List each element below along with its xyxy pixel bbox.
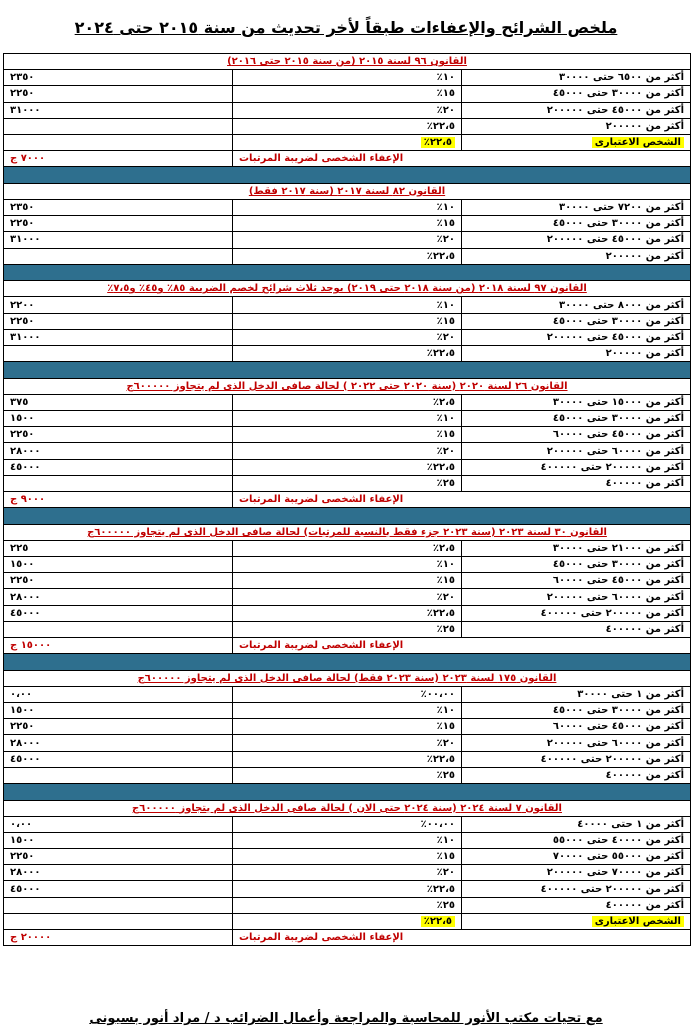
bracket-row bbox=[4, 297, 691, 313]
bracket-range: أكثر من ٤٥٠٠٠ حتى ٢٠٠٠٠٠ bbox=[462, 232, 691, 248]
bracket-rate: ٢،٥٪ bbox=[233, 394, 462, 410]
bracket-rate: ٢٢،٥٪ bbox=[233, 751, 462, 767]
legal-person-empty bbox=[4, 913, 233, 929]
bracket-tax: ٠،٠٠ bbox=[4, 816, 233, 832]
bracket-rate: ٢٢،٥٪ bbox=[233, 346, 462, 362]
bracket-rate: ١٥٪ bbox=[233, 719, 462, 735]
bracket-range: أكثر من ٤٥٠٠٠ حتى ٦٠٠٠٠ bbox=[462, 719, 691, 735]
legal-person-row bbox=[4, 913, 691, 929]
bracket-rate: ٢٥٪ bbox=[233, 897, 462, 913]
bracket-range: أكثر من ٦٠٠٠٠ حتى ٢٠٠٠٠٠ bbox=[462, 443, 691, 459]
bracket-rate: ٢٢،٥٪ bbox=[233, 459, 462, 475]
personal-exemption-row bbox=[4, 151, 691, 167]
legal-person-rate bbox=[233, 134, 462, 150]
bracket-rate: ١٥٪ bbox=[233, 86, 462, 102]
section-header-row bbox=[4, 670, 691, 686]
bracket-row bbox=[4, 475, 691, 491]
bracket-tax: ٢٣٥٠ bbox=[4, 200, 233, 216]
bracket-range: أكثر من ٣٠٠٠٠ حتى ٤٥٠٠٠ bbox=[462, 411, 691, 427]
bracket-row bbox=[4, 816, 691, 832]
bracket-rate: ١٥٪ bbox=[233, 427, 462, 443]
bracket-row bbox=[4, 897, 691, 913]
legal-person-label-text: الشخص الاعتبارى bbox=[592, 916, 684, 927]
section-separator bbox=[4, 654, 691, 671]
bracket-tax: ٣١٠٠٠ bbox=[4, 102, 233, 118]
legal-person-empty bbox=[4, 134, 233, 150]
bracket-rate: ٢٠٪ bbox=[233, 735, 462, 751]
bracket-row bbox=[4, 70, 691, 86]
personal-exemption-value: ٢٠٠٠٠ ج bbox=[4, 930, 233, 946]
tax-brackets-table bbox=[3, 53, 691, 946]
bracket-tax: ٢٢٥٠ bbox=[4, 849, 233, 865]
bracket-rate: ٠٠،٠٠٪ bbox=[233, 686, 462, 702]
bracket-row bbox=[4, 621, 691, 637]
bracket-rate: ١٠٪ bbox=[233, 297, 462, 313]
bracket-row bbox=[4, 540, 691, 556]
bracket-range: أكثر من ٧٢٠٠ حتى ٣٠٠٠٠ bbox=[462, 200, 691, 216]
bracket-tax: ٣١٠٠٠ bbox=[4, 232, 233, 248]
bracket-row bbox=[4, 589, 691, 605]
bracket-tax: ٢٨٠٠٠ bbox=[4, 443, 233, 459]
personal-exemption-label: الإعفاء الشخصى لضريبة المرتبات bbox=[233, 930, 691, 946]
section-header-row bbox=[4, 281, 691, 297]
bracket-row bbox=[4, 200, 691, 216]
bracket-range: أكثر من ١ حتى ٣٠٠٠٠ bbox=[462, 686, 691, 702]
bracket-range: أكثر من ٢٠٠٠٠٠ bbox=[462, 118, 691, 134]
bracket-rate: ١٥٪ bbox=[233, 849, 462, 865]
separator-bar bbox=[4, 784, 691, 801]
bracket-tax: ٤٥٠٠٠ bbox=[4, 605, 233, 621]
personal-exemption-row bbox=[4, 492, 691, 508]
bracket-tax: ٤٥٠٠٠ bbox=[4, 459, 233, 475]
bracket-tax bbox=[4, 475, 233, 491]
bracket-tax: ١٥٠٠ bbox=[4, 411, 233, 427]
bracket-row bbox=[4, 703, 691, 719]
bracket-rate: ٢٠٪ bbox=[233, 102, 462, 118]
bracket-rate: ١٠٪ bbox=[233, 832, 462, 848]
bracket-range: أكثر من ٢٠٠٠٠٠ bbox=[462, 346, 691, 362]
bracket-row bbox=[4, 719, 691, 735]
bracket-rate: ٠٠،٠٠٪ bbox=[233, 816, 462, 832]
bracket-range: أكثر من ١ حتى ٤٠٠٠٠ bbox=[462, 816, 691, 832]
bracket-row bbox=[4, 118, 691, 134]
personal-exemption-row bbox=[4, 930, 691, 946]
bracket-row bbox=[4, 411, 691, 427]
bracket-tax: ٢٨٠٠٠ bbox=[4, 865, 233, 881]
bracket-range: أكثر من ٢٠٠٠٠٠ حتى ٤٠٠٠٠٠ bbox=[462, 459, 691, 475]
bracket-row bbox=[4, 735, 691, 751]
bracket-row bbox=[4, 767, 691, 783]
bracket-tax bbox=[4, 118, 233, 134]
bracket-tax bbox=[4, 897, 233, 913]
bracket-tax: ١٥٠٠ bbox=[4, 703, 233, 719]
bracket-rate: ٢،٥٪ bbox=[233, 540, 462, 556]
personal-exemption-label: الإعفاء الشخصى لضريبة المرتبات bbox=[233, 638, 691, 654]
separator-bar bbox=[4, 654, 691, 671]
bracket-row bbox=[4, 605, 691, 621]
legal-person-rate-text: ٢٢،٥٪ bbox=[421, 916, 455, 927]
section-header: القانون ٨٢ لسنة ٢٠١٧ (سنة ٢٠١٧ فقط) bbox=[4, 183, 691, 199]
bracket-tax: ٤٥٠٠٠ bbox=[4, 881, 233, 897]
bracket-rate: ٢٠٪ bbox=[233, 443, 462, 459]
bracket-range: أكثر من ٢١٠٠٠ حتى ٣٠٠٠٠ bbox=[462, 540, 691, 556]
bracket-tax bbox=[4, 248, 233, 264]
bracket-rate: ٢٥٪ bbox=[233, 475, 462, 491]
personal-exemption-value: ٧٠٠٠ ج bbox=[4, 151, 233, 167]
bracket-row bbox=[4, 394, 691, 410]
bracket-rate: ٢٢،٥٪ bbox=[233, 605, 462, 621]
legal-person-label bbox=[462, 134, 691, 150]
bracket-tax bbox=[4, 346, 233, 362]
section-header: القانون ٩٦ لسنة ٢٠١٥ (من سنة ٢٠١٥ حتى ٢٠١٦) bbox=[4, 54, 691, 70]
personal-exemption-label: الإعفاء الشخصى لضريبة المرتبات bbox=[233, 492, 691, 508]
bracket-tax: ٠،٠٠ bbox=[4, 686, 233, 702]
bracket-range: أكثر من ٦٥٠٠ حتى ٣٠٠٠٠ bbox=[462, 70, 691, 86]
separator-bar bbox=[4, 167, 691, 184]
bracket-row bbox=[4, 346, 691, 362]
section-header-row bbox=[4, 524, 691, 540]
bracket-rate: ١٥٪ bbox=[233, 573, 462, 589]
legal-person-label bbox=[462, 913, 691, 929]
section-header: القانون ١٧٥ لسنة ٢٠٢٣ (سنة ٢٠٢٣ فقط) لحالة صافى الدخل الذى لم يتجاوز ٦٠٠٠٠٠ج bbox=[4, 670, 691, 686]
bracket-row bbox=[4, 329, 691, 345]
bracket-tax: ٣١٠٠٠ bbox=[4, 329, 233, 345]
bracket-tax: ٤٥٠٠٠ bbox=[4, 751, 233, 767]
bracket-tax: ٢٢٥٠ bbox=[4, 573, 233, 589]
personal-exemption-row bbox=[4, 638, 691, 654]
bracket-tax: ٣٧٥ bbox=[4, 394, 233, 410]
bracket-range: أكثر من ٨٠٠٠ حتى ٣٠٠٠٠ bbox=[462, 297, 691, 313]
bracket-range: أكثر من ١٥٠٠٠ حتى ٣٠٠٠٠ bbox=[462, 394, 691, 410]
bracket-rate: ١٠٪ bbox=[233, 557, 462, 573]
bracket-range: أكثر من ٦٠٠٠٠ حتى ٢٠٠٠٠٠ bbox=[462, 735, 691, 751]
bracket-tax: ٢٢٥٠ bbox=[4, 313, 233, 329]
bracket-rate: ٢٠٪ bbox=[233, 865, 462, 881]
bracket-row bbox=[4, 313, 691, 329]
bracket-row bbox=[4, 86, 691, 102]
section-header: القانون ٣٠ لسنة ٢٠٢٣ (سنة ٢٠٢٣ جزء فقط بالنسبة للمرتبات) لحالة صافى الدخل الذى لم يتجاوز ٦٠٠٠٠٠ج bbox=[4, 524, 691, 540]
bracket-rate: ٢٢،٥٪ bbox=[233, 881, 462, 897]
legal-person-row bbox=[4, 134, 691, 150]
bracket-tax: ٢٨٠٠٠ bbox=[4, 589, 233, 605]
tax-brackets-table-wrapper bbox=[3, 53, 691, 946]
bracket-row bbox=[4, 216, 691, 232]
bracket-range: أكثر من ٢٠٠٠٠٠ bbox=[462, 248, 691, 264]
bracket-tax bbox=[4, 767, 233, 783]
bracket-row bbox=[4, 573, 691, 589]
bracket-tax: ٢٨٠٠٠ bbox=[4, 735, 233, 751]
bracket-range: أكثر من ٤٠٠٠٠٠ bbox=[462, 767, 691, 783]
bracket-row bbox=[4, 232, 691, 248]
bracket-range: أكثر من ٢٠٠٠٠٠ حتى ٤٠٠٠٠٠ bbox=[462, 751, 691, 767]
bracket-range: أكثر من ٣٠٠٠٠ حتى ٤٥٠٠٠ bbox=[462, 216, 691, 232]
legal-person-rate-text: ٢٢،٥٪ bbox=[421, 137, 455, 148]
bracket-tax: ٢٢٥٠ bbox=[4, 719, 233, 735]
bracket-range: أكثر من ٧٠٠٠٠ حتى ٢٠٠٠٠٠ bbox=[462, 865, 691, 881]
page-title: ملخص الشرائح والإعفاءات طبقاً لأخر تحديث من سنة ٢٠١٥ حتى ٢٠٢٤ bbox=[74, 18, 618, 37]
bracket-rate: ٢٢،٥٪ bbox=[233, 118, 462, 134]
bracket-rate: ٢٥٪ bbox=[233, 621, 462, 637]
bracket-range: أكثر من ٥٥٠٠٠ حتى ٧٠٠٠٠ bbox=[462, 849, 691, 865]
bracket-range: أكثر من ٣٠٠٠٠ حتى ٤٥٠٠٠ bbox=[462, 557, 691, 573]
bracket-range: أكثر من ٤٥٠٠٠ حتى ٦٠٠٠٠ bbox=[462, 573, 691, 589]
bracket-range: أكثر من ٣٠٠٠٠ حتى ٤٥٠٠٠ bbox=[462, 703, 691, 719]
bracket-row bbox=[4, 849, 691, 865]
bracket-row bbox=[4, 832, 691, 848]
bracket-rate: ١٠٪ bbox=[233, 411, 462, 427]
bracket-range: أكثر من ٤٠٠٠٠٠ bbox=[462, 621, 691, 637]
bracket-rate: ٢٠٪ bbox=[233, 232, 462, 248]
bracket-rate: ٢٢،٥٪ bbox=[233, 248, 462, 264]
bracket-range: أكثر من ٤٥٠٠٠ حتى ٦٠٠٠٠ bbox=[462, 427, 691, 443]
legal-person-label-text: الشخص الاعتبارى bbox=[592, 137, 684, 148]
personal-exemption-value: ٩٠٠٠ ج bbox=[4, 492, 233, 508]
bracket-tax: ٢٢٥٠ bbox=[4, 86, 233, 102]
bracket-tax: ٢٣٥٠ bbox=[4, 70, 233, 86]
bracket-rate: ١٠٪ bbox=[233, 703, 462, 719]
bracket-rate: ١٠٪ bbox=[233, 200, 462, 216]
bracket-rate: ٢٠٪ bbox=[233, 589, 462, 605]
legal-person-rate bbox=[233, 913, 462, 929]
bracket-row bbox=[4, 686, 691, 702]
bracket-tax: ٢٢٠٠ bbox=[4, 297, 233, 313]
bracket-rate: ١٥٪ bbox=[233, 216, 462, 232]
bracket-range: أكثر من ٤٠٠٠٠٠ bbox=[462, 897, 691, 913]
section-separator bbox=[4, 264, 691, 281]
bracket-rate: ٢٠٪ bbox=[233, 329, 462, 345]
section-header-row bbox=[4, 378, 691, 394]
bracket-row bbox=[4, 557, 691, 573]
bracket-tax: ٢٢٥٠ bbox=[4, 216, 233, 232]
bracket-range: أكثر من ٦٠٠٠٠ حتى ٢٠٠٠٠٠ bbox=[462, 589, 691, 605]
footer-credit: مع تحيات مكتب الأنور للمحاسبة والمراجعة وأعمال الضرائب د / مراد أنور بسيونى bbox=[89, 1011, 603, 1026]
bracket-range: أكثر من ٤٠٠٠٠ حتى ٥٥٠٠٠ bbox=[462, 832, 691, 848]
bracket-range: أكثر من ٣٠٠٠٠ حتى ٤٥٠٠٠ bbox=[462, 86, 691, 102]
section-separator bbox=[4, 167, 691, 184]
section-separator bbox=[4, 784, 691, 801]
bracket-tax: ١٥٠٠ bbox=[4, 557, 233, 573]
bracket-range: أكثر من ٤٥٠٠٠ حتى ٢٠٠٠٠٠ bbox=[462, 102, 691, 118]
section-separator bbox=[4, 508, 691, 525]
bracket-rate: ١٠٪ bbox=[233, 70, 462, 86]
section-separator bbox=[4, 362, 691, 379]
bracket-tax: ٢٢٥ bbox=[4, 540, 233, 556]
bracket-row bbox=[4, 751, 691, 767]
bracket-range: أكثر من ٤٥٠٠٠ حتى ٢٠٠٠٠٠ bbox=[462, 329, 691, 345]
section-header: القانون ٢٦ لسنة ٢٠٢٠ (سنة ٢٠٢٠ حتى ٢٠٢٢ ) لحالة صافى الدخل الذى لم يتجاوز ٦٠٠٠٠٠ج bbox=[4, 378, 691, 394]
bracket-tax bbox=[4, 621, 233, 637]
bracket-range: أكثر من ٤٠٠٠٠٠ bbox=[462, 475, 691, 491]
bracket-rate: ١٥٪ bbox=[233, 313, 462, 329]
bracket-tax: ٢٢٥٠ bbox=[4, 427, 233, 443]
section-header-row bbox=[4, 800, 691, 816]
bracket-row bbox=[4, 443, 691, 459]
bracket-rate: ٢٥٪ bbox=[233, 767, 462, 783]
bracket-row bbox=[4, 102, 691, 118]
bracket-range: أكثر من ٣٠٠٠٠ حتى ٤٥٠٠٠ bbox=[462, 313, 691, 329]
separator-bar bbox=[4, 508, 691, 525]
bracket-tax: ١٥٠٠ bbox=[4, 832, 233, 848]
bracket-range: أكثر من ٢٠٠٠٠٠ حتى ٤٠٠٠٠٠ bbox=[462, 605, 691, 621]
personal-exemption-label: الإعفاء الشخصى لضريبة المرتبات bbox=[233, 151, 691, 167]
bracket-row bbox=[4, 427, 691, 443]
separator-bar bbox=[4, 362, 691, 379]
bracket-row bbox=[4, 459, 691, 475]
section-header: القانون ٩٧ لسنة ٢٠١٨ (من سنة ٢٠١٨ حتى ٢٠١٩) يوجد ثلاث شرائح لخصم الضريبة ٨٥٪ و٤٥٪ و٧،٥٪ bbox=[4, 281, 691, 297]
section-header: القانون ٧ لسنة ٢٠٢٤ (سنة ٢٠٢٤ حتى الان ) لحالة صافى الدخل الذى لم يتجاوز ٦٠٠٠٠٠ج bbox=[4, 800, 691, 816]
bracket-row bbox=[4, 248, 691, 264]
section-header-row bbox=[4, 183, 691, 199]
bracket-row bbox=[4, 881, 691, 897]
bracket-row bbox=[4, 865, 691, 881]
section-header-row bbox=[4, 54, 691, 70]
personal-exemption-value: ١٥٠٠٠ ج bbox=[4, 638, 233, 654]
bracket-range: أكثر من ٢٠٠٠٠٠ حتى ٤٠٠٠٠٠ bbox=[462, 881, 691, 897]
separator-bar bbox=[4, 264, 691, 281]
